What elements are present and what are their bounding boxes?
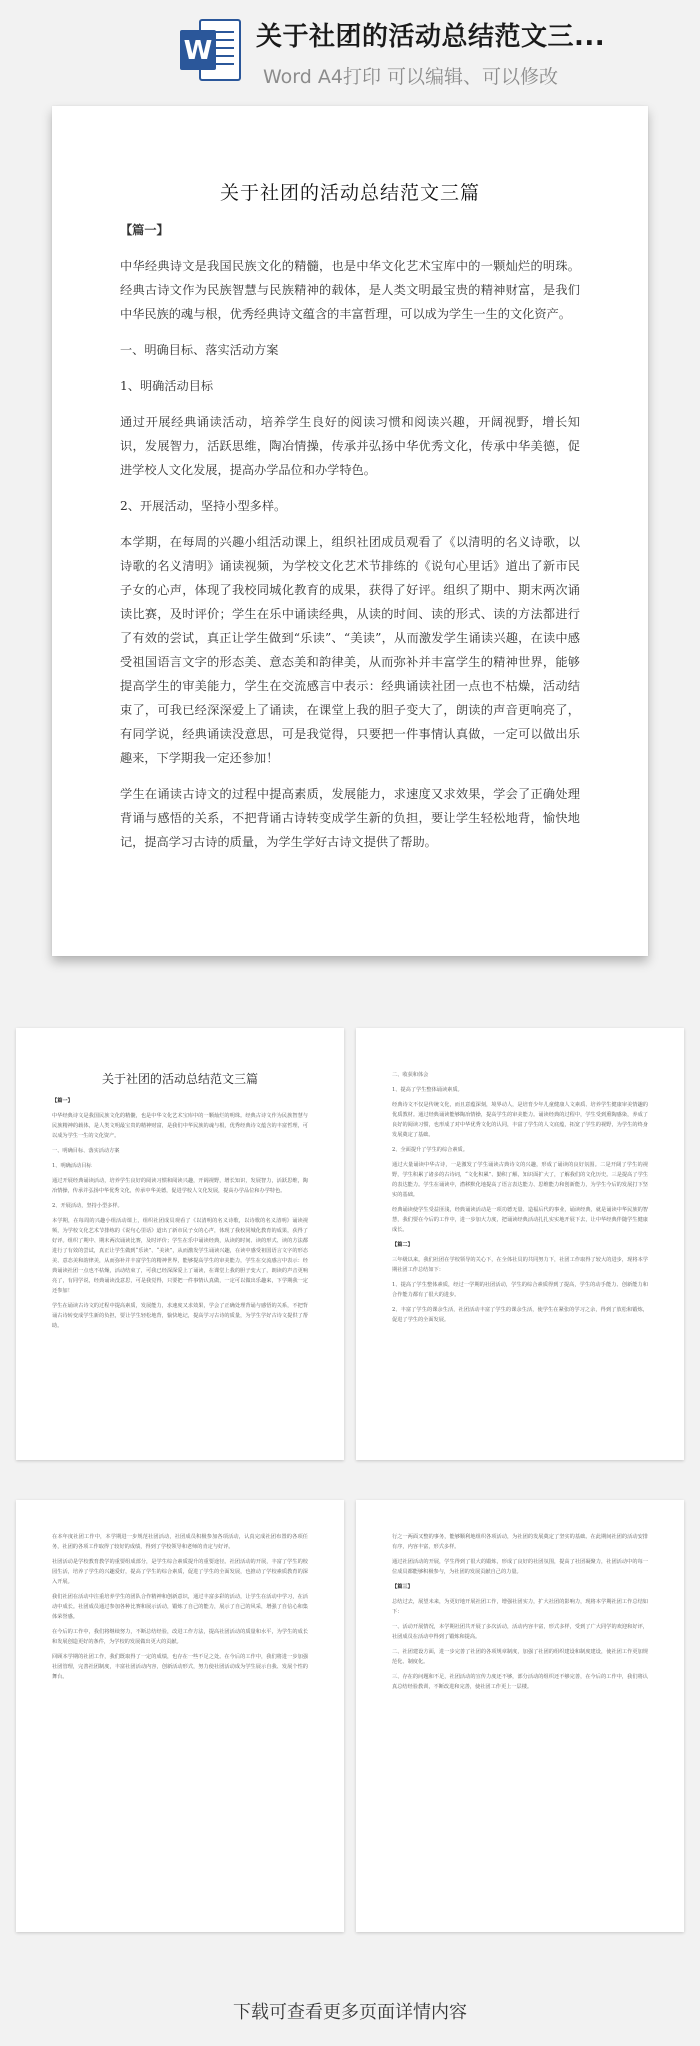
thumbnail-text: 【篇二】 xyxy=(392,1242,413,1248)
section-heading: 【篇一】 xyxy=(120,223,169,237)
paragraph: 通过开展经典诵读活动，培养学生良好的阅读习惯和阅读兴趣，开阔视野，增长知识，发展智力，活跃思维，陶冶情操，传承并弘扬中华优秀文化，传承中华美德，促进学校人文化发展，提高办学品位和办学特色。 xyxy=(120,415,580,477)
thumbnail-text: 2、丰富了学生的课余生活，社团活动丰富了学生的课余生活，使学生在紧张的学习之余，得到了放松和锻炼，促进了学生的全面发展。 xyxy=(392,1307,648,1323)
thumbnail-page-1[interactable] xyxy=(16,1028,344,1460)
thumbnail-text: 通过社团活动的开展，学生得到了很大的锻炼，形成了良好的社团氛围，提高了社团凝聚力，社团活动中的每一位成员都能够积极参与，为社团的发展贡献自己的力量。 xyxy=(392,1559,648,1575)
thumbnail-text: 一、活动开展情况，本学期社团共开展了多次活动，活动内容丰富，形式多样，受到了广大同学的欢迎和好评，社团成员在活动中得到了锻炼和提高。 xyxy=(392,1624,648,1640)
thumbnail-page-3[interactable] xyxy=(16,1500,344,1932)
thumbnail-text: 三年级以来，我们社团在学校领导的关心下，在全体社员的共同努力下，社团工作取得了较大的进步，现将本学期社团工作总结如下： xyxy=(392,1257,648,1273)
thumbnail-text: 在本年度社团工作中，本学期进一步规范社团活动，社团成员积极参加各项活动，认真完成社团布置的各项任务，社团的各项工作取得了较好的成绩，得到了学校领导和老师的肯定与好评。 xyxy=(52,1534,308,1550)
thumbnail-title: 关于社团的活动总结范文三篇 xyxy=(101,1072,258,1086)
thumbnail-body xyxy=(52,1532,308,1687)
document-body xyxy=(120,218,580,866)
thumbnail-text: 本学期，在每周的兴趣小组活动课上，组织社团成员观看了《以清明的名义诗歌，以诗歌的名义清明》诵读视频，为学校文化艺术节排练的《说句心里话》道出了新市民子女的心声，体现了我校同城化教育的成果，获得了好评。组织了期中、期末两次诵读比赛，及时评价；学生在乐中诵读经典，从读的时间、读的形式、读的方法都进行了有效的尝试，真正让学生做到“乐读”、“美读”，从而激发学生诵读兴趣，在读中感受祖国语言文字的形态美、意态美和韵律美，从而弥补并丰富学生的精神世界，能够提高学生的审美能力，学生在交流感言中表示：经典诵读社团一点也不枯燥，活动结束了，可我已经深深爱上了诵读，在课堂上我的胆子变大了，朗读的声音更响亮了，有同学说，经典诵读没意思，可是我觉得，只要把一件事情认真做，一定可以做出乐趣来，下学期我一定还参加！ xyxy=(52,1218,308,1294)
thumbnail-text: 总结过去，展望未来，为更好地开展社团工作，增强社团实力，扩大社团的影响力，现将本学期社团工作总结如下： xyxy=(392,1599,648,1615)
paragraph: 学生在诵读古诗文的过程中提高素质，发展能力，求速度又求效果，学会了正确处理背诵与感悟的关系，不把背诵古诗转变成学生新的负担，要让学生轻松地背，愉快地记，提高学习古诗的质量，为学生学好古诗文提供了帮助。 xyxy=(120,787,580,849)
thumbnail-text: 经典诵读使学生受益匪浅，经典诵读活动是一项功德无量、造福后代的事业，诵读经典，就是诵读中华民族的智慧，我们要在今后的工作中，进一步加大力度，把诵读经典活动扎扎实实地开展下去，让中华经典伴随学生健康成长。 xyxy=(392,1207,648,1233)
page-title: 关于社团的活动总结范文三... xyxy=(256,22,606,52)
header xyxy=(0,0,700,100)
thumbnail-text: 1、明确活动目标 xyxy=(52,1163,92,1169)
thumbnail-body xyxy=(392,1532,648,1697)
thumbnail-body xyxy=(392,1070,648,1330)
thumbnail-text: 2、全面提升了学生的综合素质。 xyxy=(392,1147,468,1153)
heading: 2、开展活动，坚持小型多样。 xyxy=(120,499,287,513)
thumbnail-text: 社团活动是学校教育教学的重要组成部分，是学生综合素质提升的重要途径。社团活动的开展，丰富了学生的校园生活，培养了学生的兴趣爱好，提高了学生的综合素质，促进了学生的全面发展，也推动了学校素质教育的深入开展。 xyxy=(52,1559,308,1585)
thumbnail-text: 学生在诵读古诗文的过程中提高素质，发展能力，求速度又求效果，学会了正确处理背诵与感悟的关系，不把背诵古诗转变成学生新的负担，要让学生轻松地背，愉快地记，提高学习古诗的质量，为学生学好古诗文提供了帮助。 xyxy=(52,1303,308,1329)
thumbnail-text: 经典诗文不仅是传统文化，而且意蕴深刻，境界动人，是培育少年儿童健康人文素质、培养学生健康审美情趣的优质教材。通过经典诵读能够陶冶情操，提高学生的审美能力。诵读经典的过程中，学生受到熏陶感染，养成了良好的阅读习惯，也形成了对中华优秀文化的认同，丰富了学生的人文底蕴，拓宽了学生的视野，为学生的终身发展奠定了基础。 xyxy=(392,1102,648,1138)
thumbnail-text: 1、提高了学生整体诵读素质。 xyxy=(392,1087,463,1093)
download-more-link[interactable]: 下载可查看更多页面详情内容 xyxy=(233,2002,467,2023)
heading: 一、明确目标、落实活动方案 xyxy=(120,343,279,357)
thumbnail-text: 【篇一】 xyxy=(52,1098,73,1104)
thumbnail-text: 二、社团建设方面，进一步完善了社团的各项规章制度，加强了社团的组织建设和制度建设，使社团工作更加规范化、制度化。 xyxy=(392,1649,648,1665)
page-subtitle: Word A4打印 可以编辑、可以修改 xyxy=(263,66,559,88)
thumbnail-text: 一、明确目标、落实活动方案 xyxy=(52,1148,120,1154)
thumbnail-page-2[interactable] xyxy=(356,1028,684,1460)
thumbnail-page-4[interactable] xyxy=(356,1500,684,1932)
thumbnail-text: 【篇三】 xyxy=(392,1584,413,1590)
thumbnail-text: 三、存在的问题和不足，社团活动的宣传力度还不够，部分活动的组织还不够完善，在今后的工作中，我们将认真总结经验教训，不断改进和完善，使社团工作更上一层楼。 xyxy=(392,1674,648,1690)
thumbnail-text: 回顾本学期的社团工作，我们既取得了一定的成绩，也存在一些不足之处。在今后的工作中，我们将进一步加强社团管理，完善社团制度，丰富社团活动内容，创新活动形式，努力使社团活动成为学生展示自我、发展个性的舞台。 xyxy=(52,1654,308,1680)
thumbnail-text: 二、收获和体会 xyxy=(392,1072,429,1078)
thumbnail-body xyxy=(52,1096,308,1336)
thumbnail-text: 我们社团在活动中注重培养学生的团队合作精神和创新意识，通过丰富多彩的活动，让学生在活动中学习，在活动中成长。社团成员通过参加各种比赛和展示活动，锻炼了自己的能力，展示了自己的风采，增强了自信心和集体荣誉感。 xyxy=(52,1594,308,1620)
thumbnail-text: 1、提高了学生整体素质，经过一学期的社团活动，学生的综合素质得到了提高，学生的动手能力、创新能力和合作能力都有了很大的进步。 xyxy=(392,1282,648,1298)
thumbnail-text: 通过开展经典诵读活动，培养学生良好的阅读习惯和阅读兴趣，开阔视野，增长知识，发展智力，活跃思维，陶冶情操，传承并弘扬中华优秀文化，传承中华美德，促进学校人文化发展，提高办学品位和办学特色。 xyxy=(52,1178,308,1194)
thumbnail-text: 通过大量诵读中华古诗，一是激发了学生诵读古典诗文的兴趣，形成了诵读的良好氛围。二是开阔了学生的视野，学生积累了诸多的古诗词，“文化积累”、勤积了解，知识面扩大了，了解我们的文化历史。三是提高了学生的表达能力。学生在诵读中，潜移默化地提高了语言表达能力、思维能力和创新能力，为学生今后的发展打下坚实的基础。 xyxy=(392,1162,648,1198)
thumbnail-text: 2、开展活动，坚持小型多样。 xyxy=(52,1203,123,1209)
document-title: 关于社团的活动总结范文三篇 xyxy=(219,182,480,204)
paragraph: 本学期，在每周的兴趣小组活动课上，组织社团成员观看了《以清明的名义诗歌，以诗歌的名义清明》诵读视频，为学校文化艺术节排练的《说句心里话》道出了新市民子女的心声，体现了我校同城化教育的成果，获得了好评。组织了期中、期末两次诵读比赛，及时评价；学生在乐中诵读经典，从读的时间、读的形式、读的方法都进行了有效的尝试，真正让学生做到“乐读”、“美读”，从而激发学生诵读兴趣，在读中感受祖国语言文字的形态美、意态美和韵律美，从而弥补并丰富学生的精神世界，能够提高学生的审美能力，学生在交流感言中表示：经典诵读社团一点也不枯燥，活动结束了，可我已经深深爱上了诵读，在课堂上我的胆子变大了，朗读的声音更响亮了，有同学说，经典诵读没意思，可是我觉得，只要把一件事情认真做，一定可以做出乐趣来，下学期我一定还参加！ xyxy=(120,535,580,765)
thumbnail-text: 行之一两面又整的事务，能够顺利地组织各项活动，为社团的发展奠定了坚实的基础。在此期间社团的活动安排有序，内容丰富，形式多样。 xyxy=(392,1534,648,1550)
word-document-icon xyxy=(178,16,242,84)
paragraph: 中华经典诗文是我国民族文化的精髓，也是中华文化艺术宝库中的一颗灿烂的明珠。经典古诗文作为民族智慧与民族精神的载体，是人类文明最宝贵的精神财富，是我们中华民族的魂与根，优秀经典诗文蕴含的丰富哲理，可以成为学生一生的文化资产。 xyxy=(120,259,580,321)
word-icon-letter: W xyxy=(183,36,213,66)
document-page-preview xyxy=(52,106,648,956)
thumbnail-text: 在今后的工作中，我们将继续努力，不断总结经验，改进工作方法，提高社团活动的质量和水平，为学生的成长和发展创造更好的条件，为学校的发展做出更大的贡献。 xyxy=(52,1629,308,1645)
heading: 1、明确活动目标 xyxy=(120,379,214,393)
thumbnail-text: 中华经典诗文是我国民族文化的精髓，也是中华文化艺术宝库中的一颗灿烂的明珠。经典古诗文作为民族智慧与民族精神的载体，是人类文明最宝贵的精神财富，是我们中华民族的魂与根，优秀经典诗文蕴含的丰富哲理，可以成为学生一生的文化资产。 xyxy=(52,1113,308,1139)
